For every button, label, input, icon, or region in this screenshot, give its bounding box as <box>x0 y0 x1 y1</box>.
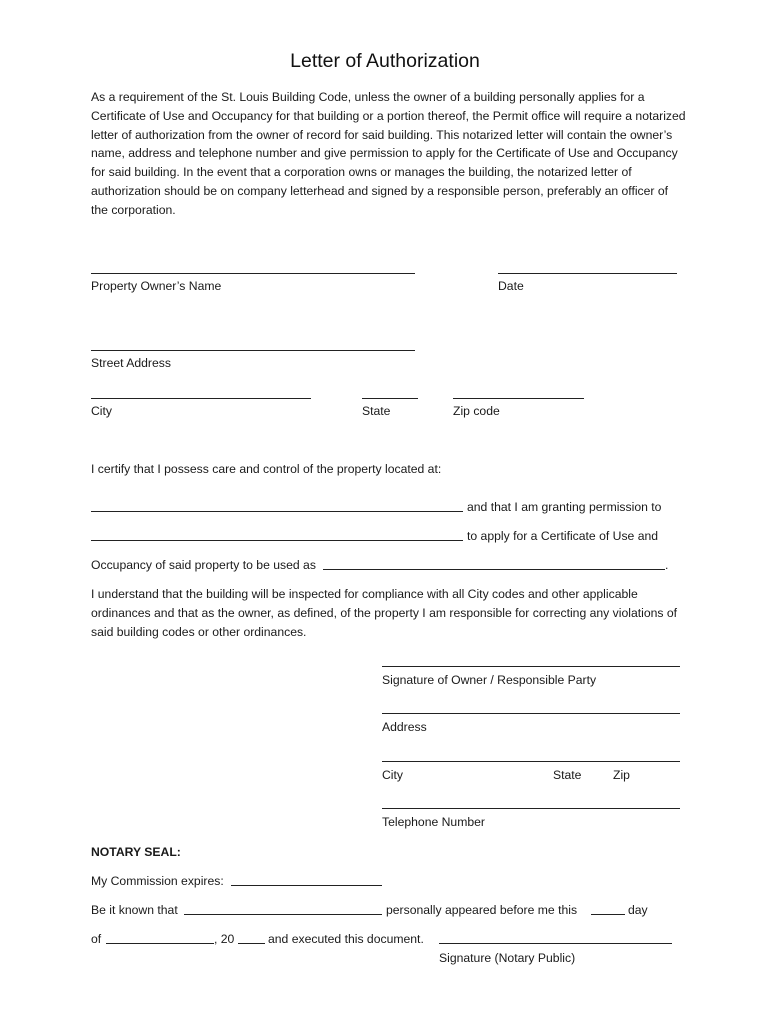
appearing-person-field[interactable] <box>184 914 382 915</box>
apply-text: to apply for a Certificate of Use and <box>467 529 659 543</box>
permitted-party-field[interactable] <box>91 540 463 541</box>
city-label: City <box>91 404 112 418</box>
appeared-text: personally appeared before me this <box>386 903 578 917</box>
owner-signature-label: Signature of Owner / Responsible Party <box>382 673 597 687</box>
zip-field[interactable] <box>453 398 584 399</box>
owner-name-field[interactable] <box>91 273 415 274</box>
year-field[interactable] <box>238 943 265 944</box>
day-label: day <box>628 903 648 917</box>
known-prefix: Be it known that <box>91 903 178 917</box>
understand-paragraph: I understand that the building will be inspected for compliance with all City codes and other applicable ordinances and that as the owner, as defined, of the property I am responsible for correcting any violations of said building codes or other ordinances. <box>91 587 678 639</box>
executed-text: and executed this document. <box>268 932 424 946</box>
property-location-field[interactable] <box>91 511 463 512</box>
commission-expiry-field[interactable] <box>231 885 382 886</box>
owner-name-label: Property Owner’s Name <box>91 279 222 293</box>
street-address-field[interactable] <box>91 350 415 351</box>
owner-signature-field[interactable] <box>382 666 680 667</box>
city-field[interactable] <box>91 398 311 399</box>
telephone-field[interactable] <box>382 808 680 809</box>
date-field[interactable] <box>498 273 677 274</box>
of-label: of <box>91 932 102 946</box>
street-address-label: Street Address <box>91 356 171 370</box>
page-title: Letter of Authorization <box>290 50 480 72</box>
signer-city-label: City <box>382 768 403 782</box>
year-prefix: , 20 <box>214 932 235 946</box>
state-field[interactable] <box>362 398 418 399</box>
zip-label: Zip code <box>453 404 500 418</box>
day-field[interactable] <box>591 914 625 915</box>
occupancy-text: Occupancy of said property to be used as <box>91 558 316 572</box>
signer-city-state-zip-field[interactable] <box>382 761 680 762</box>
occupancy-period: . <box>665 558 669 572</box>
month-field[interactable] <box>106 943 214 944</box>
intro-paragraph: As a requirement of the St. Louis Building Code, unless the owner of a building personally applies for a Certificate of Use and Occupancy for that building or a portion thereof, the Permit office will require a notarized letter of authorization from the owner of record for said building. This notarized letter will contain the owner’s name, address and telephone number and give permission to apply for the Certificate of Use and Occupancy for said building. In the event that a corporation owns or manages the building, the notarized letter of authorization should be on company letterhead and signed by a responsible person, preferably an officer of the corporation. <box>91 90 686 217</box>
telephone-label: Telephone Number <box>382 815 485 829</box>
permission-text: and that I am granting permission to <box>467 500 662 514</box>
signer-address-label: Address <box>382 720 427 734</box>
state-label: State <box>362 404 391 418</box>
notary-signature-label: Signature (Notary Public) <box>439 951 576 965</box>
notary-signature-field[interactable] <box>439 943 672 944</box>
signer-state-label: State <box>553 768 582 782</box>
notary-seal-label: NOTARY SEAL: <box>91 845 181 859</box>
certify-intro: I certify that I possess care and control of the property located at: <box>91 462 442 476</box>
intended-use-field[interactable] <box>323 569 665 570</box>
commission-label: My Commission expires: <box>91 874 224 888</box>
signer-address-field[interactable] <box>382 713 680 714</box>
signer-zip-label: Zip <box>613 768 630 782</box>
date-label: Date <box>498 279 524 293</box>
